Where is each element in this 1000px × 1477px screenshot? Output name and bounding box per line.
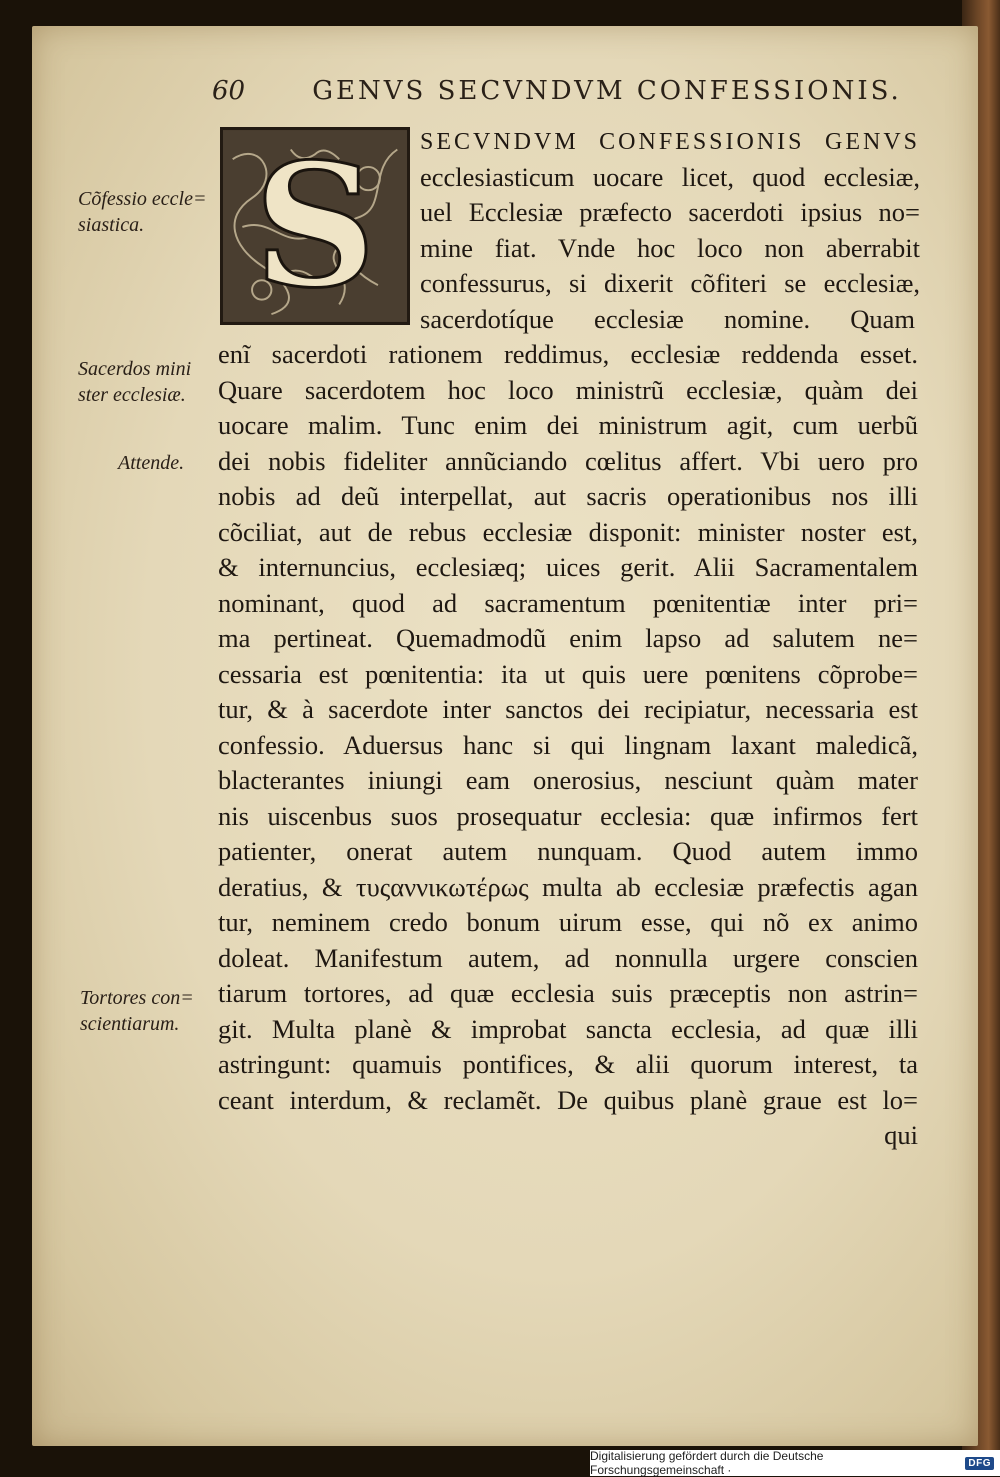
- marginal-note: [118, 450, 184, 476]
- text-line: astringunt: quamuis pontifices, & alii quorum interest, ta: [218, 1049, 918, 1079]
- text-line: patienter, onerat autem nunquam. Quod autem immo: [218, 836, 918, 866]
- catchword: qui: [884, 1120, 918, 1150]
- ornament-initial-icon: [223, 130, 407, 322]
- decorated-initial-s: [220, 127, 410, 325]
- text-line: Quare sacerdotem hoc loco ministrũ ecclesiæ, quàm dei: [218, 375, 918, 405]
- text-line: dei nobis fideliter annũciando cœlitus affert. Vbi uero pro: [218, 446, 918, 476]
- text-line: uel Ecclesiæ præfecto sacerdoti ipsius no=: [420, 197, 920, 227]
- marginal-note: [78, 186, 206, 238]
- text-line: enĩ sacerdoti rationem reddimus, ecclesiæ reddenda esset.: [218, 339, 918, 369]
- text-line: cõciliat, aut de rebus ecclesiæ disponit: minister noster est,: [218, 517, 918, 547]
- text-line: nis uiscenbus suos prosequatur ecclesia: quæ infirmos fert: [218, 801, 918, 831]
- text-line: uocare malim. Tunc enim dei ministrum agit, cum uerbũ: [218, 410, 918, 440]
- dfg-logo-icon[interactable]: DFG: [965, 1457, 994, 1470]
- marginal-note-line: Tortores con=: [80, 987, 194, 1009]
- text-line: tiarum tortores, ad quæ ecclesia suis præceptis non astrin=: [218, 978, 918, 1008]
- text-line: ceant interdum, & reclamẽt. De quibus planè graue est lo=: [218, 1085, 918, 1115]
- text-line: SECVNDVM CONFESSIONIS GENVS: [420, 129, 920, 155]
- marginal-note-line: ster ecclesiæ.: [78, 384, 186, 406]
- digitization-footer: [590, 1450, 1000, 1476]
- text-line: tur, & à sacerdote inter sanctos dei recipiatur, necessaria est: [218, 694, 918, 724]
- marginal-note: [80, 985, 194, 1037]
- text-line: nobis ad deũ interpellat, aut sacris operationibus nos illi: [218, 481, 918, 511]
- text-line: confessio. Aduersus hanc si qui lingnam laxant maledicã,: [218, 730, 918, 760]
- marginal-note-line: Sacerdos mini: [78, 358, 192, 380]
- text-line: tur, neminem credo bonum uirum esse, qui nõ ex animo: [218, 907, 918, 937]
- text-line: & internuncius, ecclesiæq; uices gerit. Alii Sacramentalem: [218, 552, 918, 582]
- marginal-note: [78, 356, 191, 408]
- text-line: sacerdotíque ecclesiæ nomine. Quam: [420, 304, 915, 334]
- marginal-note-line: siastica.: [78, 214, 145, 236]
- svg-text:S: S: [253, 130, 377, 322]
- text-line: ecclesiasticum uocare licet, quod ecclesiæ,: [420, 162, 920, 192]
- marginal-note-line: scientiarum.: [80, 1013, 180, 1035]
- running-title: GENVS SECVNDVM CONFESSIONIS.: [312, 76, 902, 106]
- running-head: [212, 74, 922, 108]
- text-line: blacterantes iniungi eam onerosius, nesciunt quàm mater: [218, 765, 918, 795]
- page-number: 60: [212, 76, 246, 106]
- marginal-note-line: Attende.: [118, 452, 185, 474]
- text-line: deratius, & τυςαννικωτέρως multa ab ecclesiæ præfectis agan: [218, 872, 918, 902]
- marginal-note-line: Cõfessio eccle=: [78, 188, 207, 210]
- text-line: cessaria est pœnitentia: ita ut quis uere pœnitens cõprobe=: [218, 659, 918, 689]
- text-line: mine fiat. Vnde hoc loco non aberrabit: [420, 233, 920, 263]
- text-line: confessurus, si dixerit cõfiteri se ecclesiæ,: [420, 268, 920, 298]
- footer-text: Digitalisierung gefördert durch die Deutsche Forschungsgemeinschaft ·: [590, 1449, 824, 1477]
- text-line: doleat. Manifestum autem, ad nonnulla urgere conscien: [218, 943, 918, 973]
- text-line: nominant, quod ad sacramentum pœnitentiæ inter pri=: [218, 588, 918, 618]
- text-line: git. Multa planè & improbat sancta ecclesia, ad quæ illi: [218, 1014, 918, 1044]
- text-line: ma pertineat. Quemadmodũ enim lapso ad salutem ne=: [218, 623, 918, 653]
